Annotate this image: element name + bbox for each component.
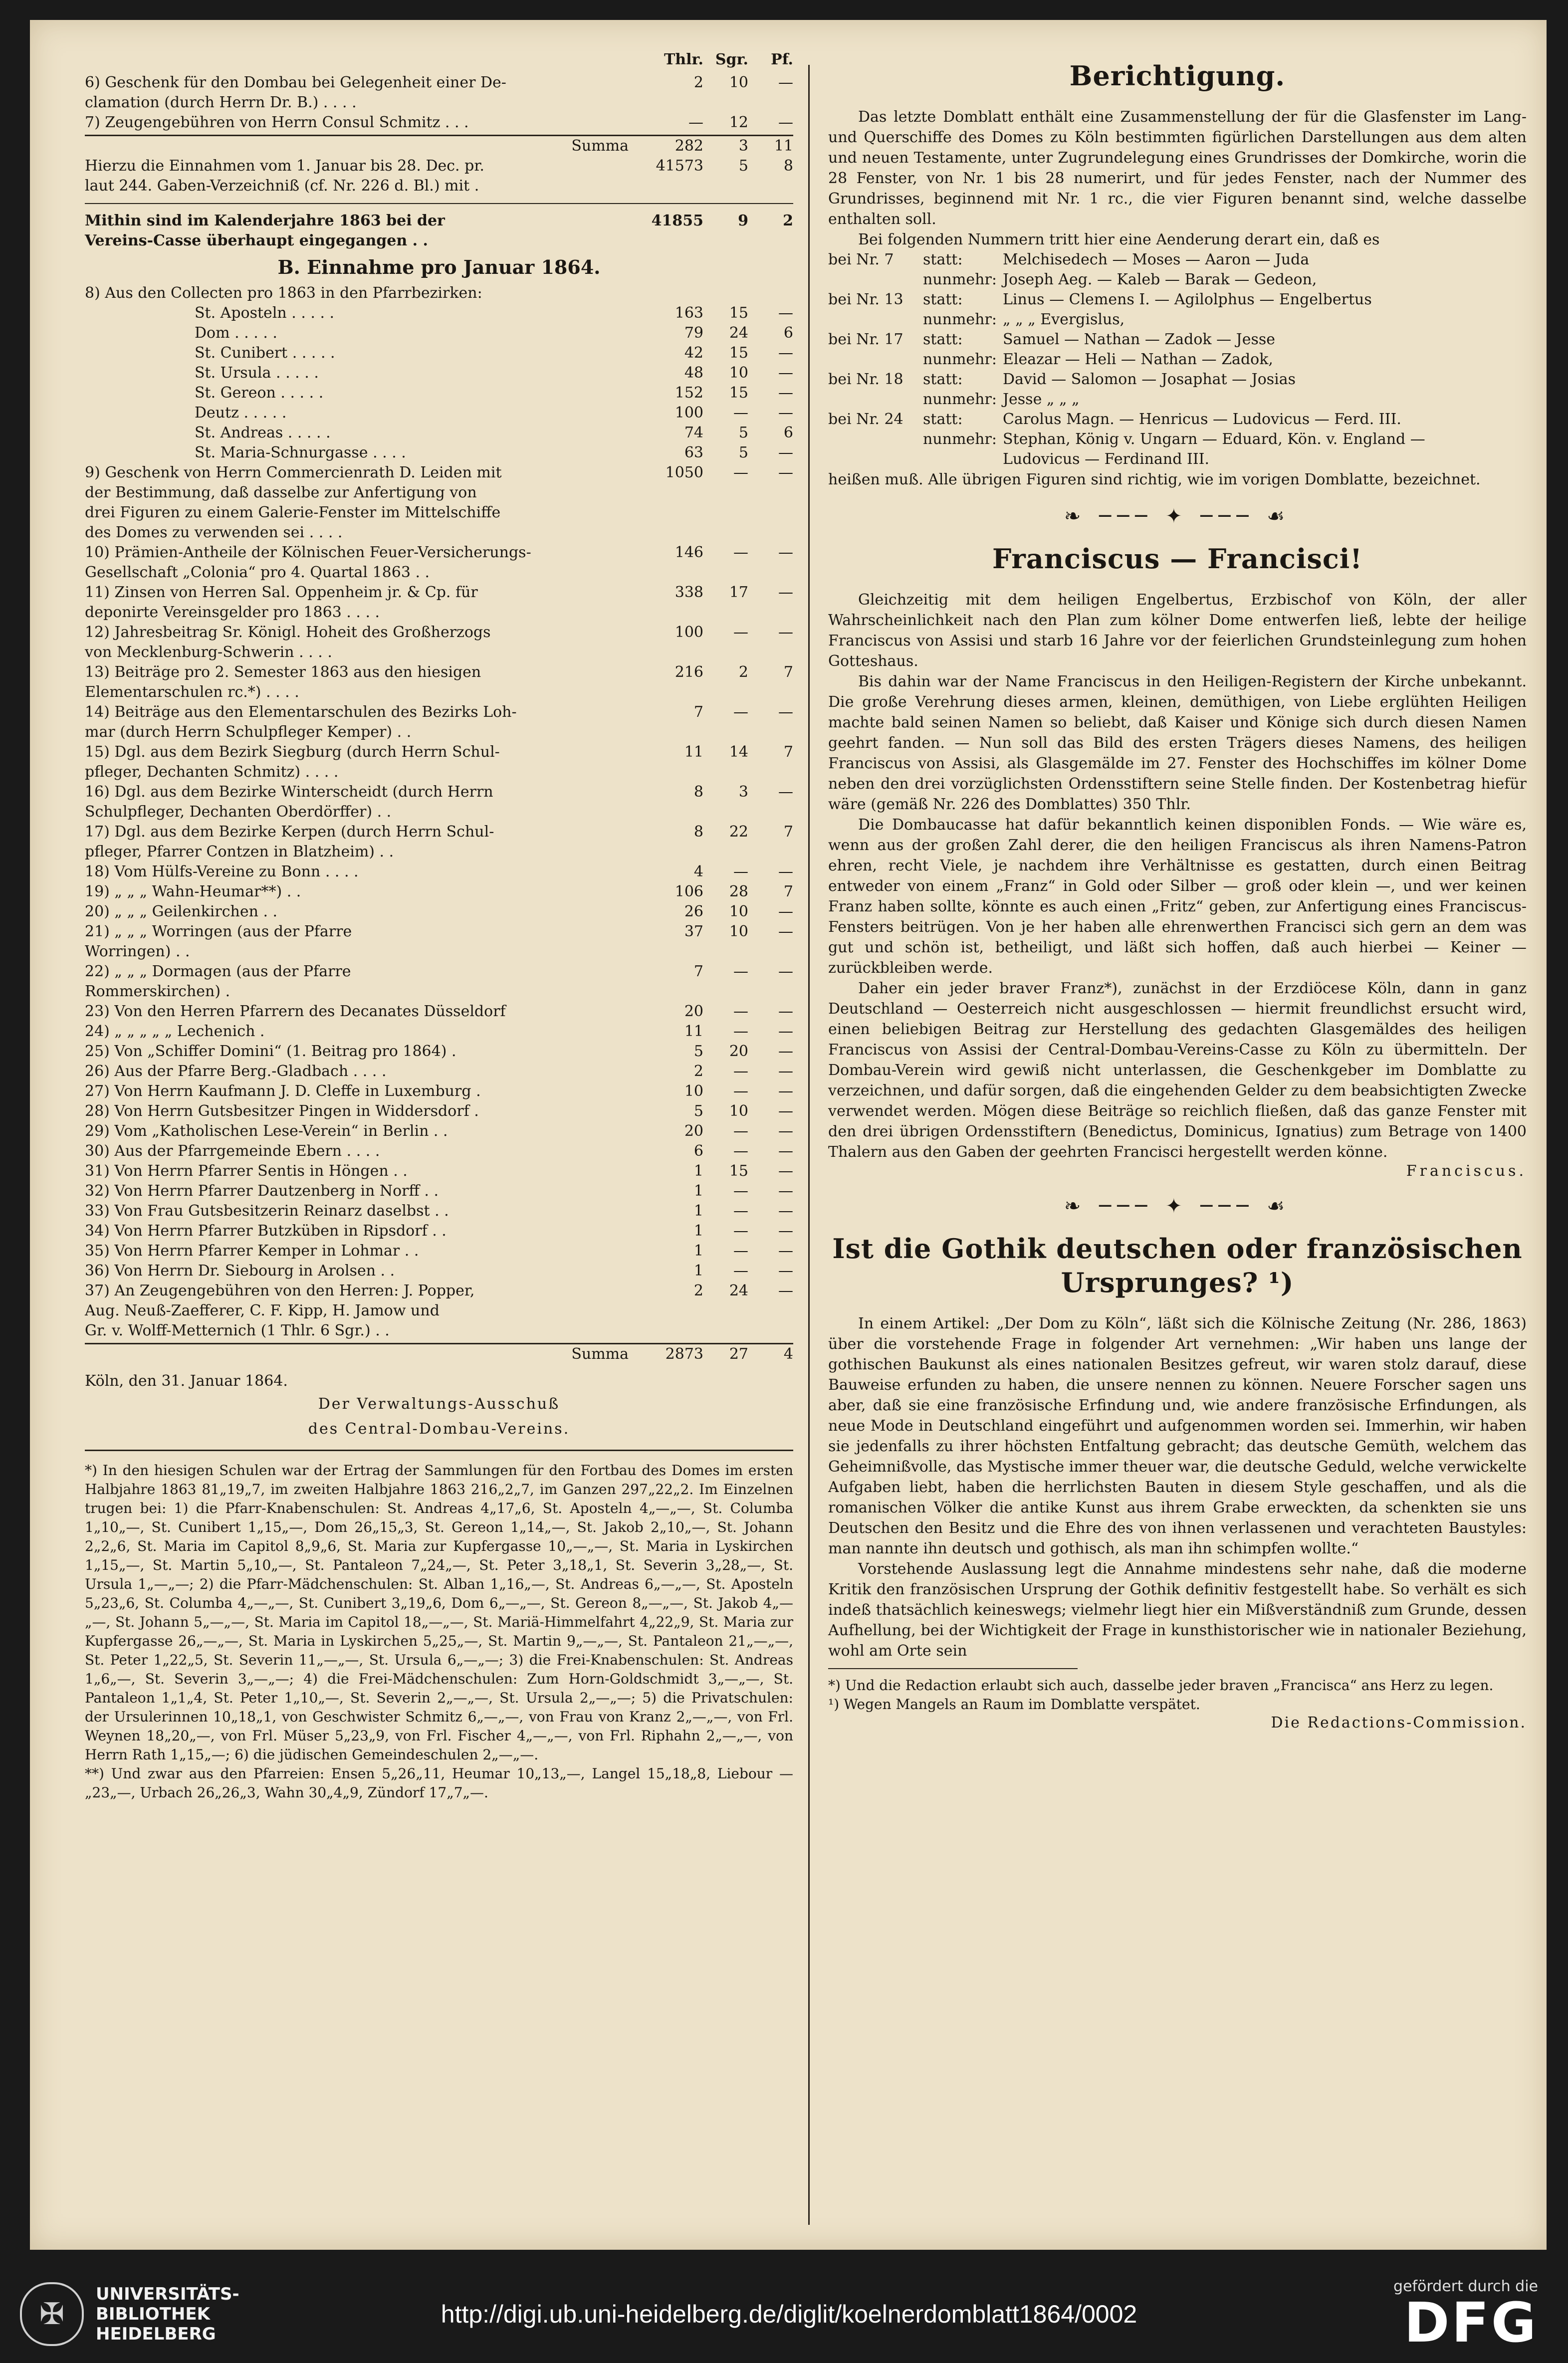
correction-kind: statt: <box>923 291 963 308</box>
ledger-row <box>85 882 793 902</box>
ledger-desc: 21) „ „ „ Worringen (aus der Pfarre Worringen) . . <box>85 923 352 960</box>
correction-val: Melchisedech — Moses — Aaron — Juda <box>1003 251 1310 268</box>
ledger-sgr: — <box>733 963 748 980</box>
ledger-desc: 14) Beiträge aus den Elementarschulen des Bezirks Loh- mar (durch Herrn Schulpfleger Kemper) . . <box>85 703 517 741</box>
library-logo[interactable] <box>20 2282 299 2346</box>
ledger-thaler: 4 <box>693 863 703 880</box>
ledger-row <box>85 922 793 962</box>
redaction-signature: Die Redactions-Commission. <box>1271 1714 1527 1731</box>
ledger-desc: 11) Zinsen von Herren Sal. Oppenheim jr. & Cp. für deponirte Vereinsgelder pro 1863 . . . . <box>85 584 478 621</box>
correction-val: „ „ „ Evergislus, <box>1003 311 1125 328</box>
ledger-pf: — <box>778 1182 793 1200</box>
ledger-row <box>85 463 793 543</box>
ledger-top-rows <box>85 73 793 133</box>
ledger-header <box>85 50 793 70</box>
dfg-logo[interactable] <box>1279 2278 1538 2355</box>
permalink-url[interactable]: http://digi.ub.uni-heidelberg.de/diglit/koelnerdomblatt1864/0002 <box>441 2300 1137 2328</box>
ledger-row <box>85 1141 793 1161</box>
ledger-thaler: 74 <box>684 424 703 441</box>
gothik-p2: Vorstehende Auslassung legt die Annahme mindestens sehr nahe, daß die moderne Kritik den französischen Ursprung der Gothik definitiv festgestellt habe. So verhält es sich indeß thatsächlich keineswegs; vielmehr liegt hier ein Mißverständniß zum Grunde, dessen Aufhellung, bei der Wichtigkeit der Frage in kunsthistorischer wie in nationaler Beziehung, wohl am Orte sein <box>828 1560 1527 1660</box>
ledger-sgr: — <box>733 863 748 880</box>
ledger-row <box>85 1042 793 1062</box>
ledger-row <box>85 323 793 343</box>
ledger-thaler: 42 <box>684 344 703 362</box>
correction-kind: statt: <box>923 371 963 388</box>
ledger-row <box>85 583 793 623</box>
ledger-row <box>85 862 793 882</box>
ledger-thaler: 26 <box>684 903 703 920</box>
correction-table <box>828 250 1527 469</box>
ledger-thaler: 2 <box>693 1063 703 1080</box>
correction-kind: statt: <box>923 411 963 428</box>
ledger-thaler: 163 <box>674 304 703 322</box>
correction-nr <box>828 430 923 449</box>
ledger-pf: — <box>778 1282 793 1299</box>
ledger-pf: — <box>778 1162 793 1180</box>
correction-val: Jesse „ „ „ <box>1003 391 1080 408</box>
ledger-sgr: — <box>733 1202 748 1220</box>
ledger-desc: St. Ursula . . . . . <box>195 364 319 382</box>
ledger-thaler: 100 <box>674 624 703 641</box>
section-b-title: B. Einnahme pro Januar 1864. <box>277 256 601 278</box>
correction-val: Samuel — Nathan — Zadok — Jesse <box>1003 331 1275 348</box>
ledger-desc: 8) Aus den Collecten pro 1863 in den Pfarrbezirken: <box>85 284 482 302</box>
header-pfennig: Pf. <box>771 51 793 68</box>
ledger-row <box>85 902 793 922</box>
ledger-desc: St. Maria-Schnurgasse . . . . <box>195 444 406 461</box>
correction-row <box>828 370 1527 390</box>
ledger-sgr: 20 <box>729 1043 748 1060</box>
left-footnote-1: *) In den hiesigen Schulen war der Ertrag der Sammlungen für den Fortbau des Domes im ersten Halbjahre 1863 81„19„7, im zweiten Halbjahre 1863 216„2„7, im Ganzen 297„22„2. Im Einzelnen trugen bei: 1) die Pfarr-Knabenschulen: St. Andreas 4„17„6, St. Aposteln 4„—„—, St. Columba 1„10„—, St. Cunibert 1„15„—, Dom 26„15„3, St. Gereon 1„14„—, St. Jakob 2„10„—, St. Johann 2„2„6, St. Maria im Capitol 8„9„6, St. Maria zur Kupfergasse 10„—„—, St. Maria in Lyskirchen 1„15„—, St. Martin 5„10„—, St. Pantaleon 7„24„—, St. Peter 3„18„1, St. Severin 3„28„—, St. Ursula 1„—„—; 2) die Pfarr-Mädchenschulen: St. Alban 1„16„—, St. Andreas 6„—„—, St. Aposteln 5„23„6, St. Columba 4„—„—, St. Cunibert 3„19„6, Dom 6„—„—, St. Gereon 8„—„—, St. Jakob 4„—„—, St. Johann 5„—„—, St. Maria im Capitol 18„—„—, St. Mariä-Himmelfahrt 4„22„9, St. Maria zur Kupfergasse 26„—„—, St. Maria in Lyskirchen 5„25„—, St. Martin 9„—„—, St. Pantaleon 21„—„—, St. Peter 1„22„5, St. Severin 11„—„—, St. Ursula 6„—„—; 3) die Frei-Knabenschulen: St. Andreas 1„6„—, St. Severin 3„—„—; 4) die Frei-Mädchenschulen: Zum Horn-Goldschmidt 3„—„—, St. Pantaleon 1„1„4, St. Peter 1„10„—, St. Severin 2„—„—, St. Ursula 2„—„—; 5) die Privatschulen: der Ursulerinnen 10„18„1, von Geschwister Schmitz 6„—„—, von Frau von Kranz 2„—„—, von Frl. Weynen 18„20„—, von Frl. Müser 5„23„9, von Frl. Fischer 4„—„—, von Frl. Riphahn 2„—„—, von Herrn Rath 1„15„—; 6) die jüdischen Gemeindeschulen 2„—„—. <box>85 1462 793 1763</box>
correction-val: David — Salomon — Josaphat — Josias <box>1003 371 1296 388</box>
right-column <box>828 50 1527 1731</box>
berichtigung-closing: heißen muß. Alle übrigen Figuren sind richtig, wie im vorigen Domblatte, bezeichnet. <box>828 471 1481 488</box>
ledger-sgr: — <box>733 703 748 721</box>
ledger-sgr: — <box>733 1242 748 1260</box>
franciscus-p4: Daher ein jeder braver Franz*), zunächst in der Erzdiöcese Köln, dann in ganz Deutschland — Oesterreich nicht ausgeschlossen — hiermit freundlichst ersucht wird, einen beliebigen Beitrag zur Herstellung des gedachten Glasgemäldes des heiligen Franciscus von Assisi der Central-Dombau-Vereins-Casse zu Köln zu übermitteln. Der Dombau-Verein wird gewiß nicht unterlassen, die Geschenkgeber im Domblatte zu verzeichnen, und dafür sorgen, daß die eingehenden Gelder zu dem beabsichtigten Zwecke verwendet werden. Mögen diese Beiträge so reichlich fließen, daß das ganze Fenster mit den drei übrigen Ordensstiftern (Benedictus, Dominicus, Ignatius) zum Betrage von 1400 Thalern aus den Gaben der geehrten Francisci hergestellt werden könne. <box>828 980 1527 1161</box>
ledger-thaler: 216 <box>674 663 703 681</box>
ledger-thaler: 5 <box>693 1102 703 1120</box>
ledger-thaler: 10 <box>684 1082 703 1100</box>
ledger-pf: — <box>778 963 793 980</box>
ledger-thaler: 11 <box>684 1023 703 1040</box>
franciscus-signature: Franciscus. <box>1406 1162 1527 1180</box>
ledger-pf: — <box>778 384 793 402</box>
left-column <box>85 50 793 1802</box>
ledger-row <box>85 782 793 822</box>
date-line: Köln, den 31. Januar 1864. <box>85 1372 288 1390</box>
correction-val: Stephan, König v. Ungarn — Eduard, Kön. v. England — <box>1003 430 1425 448</box>
ledger-sgr: — <box>733 464 748 481</box>
ledger-thaler: 2 <box>693 74 703 91</box>
viewer-footer <box>0 2265 1568 2363</box>
ledger-pf: — <box>778 923 793 940</box>
ledger-pf: — <box>778 464 793 481</box>
ledger-sgr: — <box>733 1262 748 1280</box>
ledger-row <box>85 623 793 662</box>
ledger-desc: St. Gereon . . . . . <box>195 384 324 402</box>
footnote-divider <box>85 1450 793 1451</box>
ledger-desc: 35) Von Herrn Pfarrer Kemper in Lohmar . . <box>85 1242 419 1260</box>
ledger-row <box>85 1241 793 1261</box>
ledger-row <box>85 113 793 133</box>
ledger-sgr: 3 <box>738 783 748 801</box>
correction-row <box>828 449 1527 469</box>
ledger-row <box>85 1022 793 1042</box>
ledger-row <box>85 1002 793 1022</box>
ledger-desc: 15) Dgl. aus dem Bezirk Siegburg (durch Herrn Schul- pfleger, Dechanten Schmitz) . . . . <box>85 743 500 781</box>
ledger-row <box>85 303 793 323</box>
ledger-thaler: 1 <box>693 1242 703 1260</box>
ledger-row <box>85 1281 793 1341</box>
ledger-thaler: 338 <box>674 584 703 601</box>
dfg-wordmark: DFG <box>1404 2291 1538 2355</box>
berichtigung-intro: Das letzte Domblatt enthält eine Zusammenstellung der für die Glasfenster im Lang- und Querschiffe des Domes zu Köln bestimmten figürlichen Darstellungen aus dem alten und neuen Testamente, unter Zugrundelegung eines Grundrisses der Domkirche, worin die 28 Fenster, von Nr. 1 bis 28 numerirt, und für jedes Fenster, nach der Nummer des Grundrisses, beginnend mit Nr. 1 rc., die vier Figuren benannt sind, welche dasselbe enthalten soll. <box>828 108 1527 228</box>
ledger-row <box>85 343 793 363</box>
correction-kind: statt: <box>923 251 963 268</box>
footnote-divider-right <box>828 1668 1078 1669</box>
correction-val: Ludovicus — Ferdinand III. <box>1003 450 1210 468</box>
ledger-pf: — <box>778 74 793 91</box>
correction-row <box>828 290 1527 310</box>
ledger-row <box>85 1261 793 1281</box>
ledger-row <box>85 543 793 583</box>
ledger-desc: 20) „ „ „ Geilenkirchen . . <box>85 903 278 920</box>
correction-nr <box>828 350 923 370</box>
ledger-desc: 33) Von Frau Gutsbesitzerin Reinarz daselbst . . <box>85 1202 449 1220</box>
correction-val: Eleazar — Heli — Nathan — Zadok, <box>1003 351 1273 368</box>
ledger-sgr: — <box>733 1003 748 1020</box>
ledger-thaler: 1 <box>693 1262 703 1280</box>
ledger-pf: — <box>778 903 793 920</box>
university-seal-icon: ✠ <box>20 2282 84 2346</box>
newspaper-page <box>30 20 1547 2250</box>
ledger-sgr: — <box>733 624 748 641</box>
ledger-thaler: 1 <box>693 1162 703 1180</box>
ledger-thaler: 7 <box>693 963 703 980</box>
ornament-divider-2: ❧ ─── ✦ ─── ☙ <box>1064 1195 1291 1218</box>
ledger-row <box>85 443 793 463</box>
ledger-pf: 7 <box>783 883 793 900</box>
ledger-row <box>85 1161 793 1181</box>
ledger-thaler: 37 <box>684 923 703 940</box>
ledger-desc: 23) Von den Herren Pfarrern des Decanates Düsseldorf <box>85 1003 506 1020</box>
ledger-sgr: 10 <box>729 923 748 940</box>
ledger-thaler: 2 <box>693 1282 703 1299</box>
ledger-pf: — <box>778 114 793 131</box>
ledger-thaler: 5 <box>693 1043 703 1060</box>
ledger-sgr: 17 <box>729 584 748 601</box>
ledger-pf: — <box>778 1142 793 1160</box>
ledger-row <box>85 822 793 862</box>
ledger-desc: 27) Von Herrn Kaufmann J. D. Cleffe in Luxemburg . <box>85 1082 481 1100</box>
correction-row <box>828 310 1527 330</box>
franciscus-title: Franciscus — Francisci! <box>992 543 1362 575</box>
ledger-sgr: 12 <box>729 114 748 131</box>
ledger-pf: — <box>778 584 793 601</box>
ledger-sgr: 24 <box>729 324 748 342</box>
ledger-thaler: 20 <box>684 1003 703 1020</box>
correction-nr <box>828 270 923 290</box>
ledger-desc: 22) „ „ „ Dormagen (aus der Pfarre Rommerskirchen) . <box>85 963 351 1000</box>
ledger-carry-row: Hierzu die Einnahmen vom 1. Januar bis 28. Dec. pr. laut 244. Gaben-Verzeichniß (cf. Nr. 226 d. Bl.) mit . 41573 5 8 <box>85 157 793 195</box>
ledger-row <box>85 1121 793 1141</box>
ledger-pf: — <box>778 1222 793 1240</box>
ledger-thaler: 146 <box>674 544 703 561</box>
berichtigung-title: Berichtigung. <box>1069 60 1286 92</box>
ledger-sgr: 2 <box>738 663 748 681</box>
ledger-pf: — <box>778 1043 793 1060</box>
right-footnote-2: ¹) Wegen Mangels an Raum im Domblatte verspätet. <box>828 1696 1200 1713</box>
ledger-row <box>85 702 793 742</box>
ledger-sgr: 28 <box>729 883 748 900</box>
ledger-pf: — <box>778 863 793 880</box>
ledger-pf: — <box>778 624 793 641</box>
ledger-pf: — <box>778 444 793 461</box>
ledger-pf: — <box>778 1242 793 1260</box>
ledger-desc: 25) Von „Schiffer Domini“ (1. Beitrag pro 1864) . <box>85 1043 456 1060</box>
gothik-title-2: Ursprunges? ¹) <box>1061 1267 1294 1298</box>
left-footnote-2: **) Und zwar aus den Pfarreien: Ensen 5„26„11, Heumar 10„13„—, Langel 15„18„8, Liebour —„23„—, Urbach 26„26„3, Wahn 30„4„9, Zündorf 17„7„—. <box>85 1765 793 1801</box>
correction-row <box>828 270 1527 290</box>
committee-line-2: des Central-Dombau-Vereins. <box>308 1420 570 1438</box>
ledger-pf: — <box>778 1023 793 1040</box>
ledger-desc: 24) „ „ „ „ „ Lechenich . <box>85 1023 265 1040</box>
ledger-sgr: 10 <box>729 1102 748 1120</box>
ledger-thaler: 152 <box>674 384 703 402</box>
correction-row <box>828 350 1527 370</box>
ledger-pf: — <box>778 1202 793 1220</box>
ledger-sgr: 15 <box>729 304 748 322</box>
ledger-desc: 6) Geschenk für den Dombau bei Gelegenheit einer De- clamation (durch Herrn Dr. B.) . . . . <box>85 74 506 111</box>
ledger-sgr: — <box>733 1222 748 1240</box>
ledger-row <box>85 962 793 1002</box>
ledger-rows <box>85 283 793 1341</box>
ledger-sgr: — <box>733 1182 748 1200</box>
ledger-row <box>85 423 793 443</box>
ledger-pf: — <box>778 783 793 801</box>
ledger-thaler: 20 <box>684 1122 703 1140</box>
correction-kind: nunmehr: <box>923 351 997 368</box>
ledger-sgr: 10 <box>729 903 748 920</box>
franciscus-p1: Gleichzeitig mit dem heiligen Engelbertus, Erzbischof von Köln, der aller Wahrscheinlichkeit nach den Plan zum kölner Dome entwerfen ließ, lebte der heilige Franciscus von Assisi und starb 16 Jahre vor der feierlichen Grundsteinlegung zum hohen Gotteshaus. <box>828 591 1527 670</box>
ledger-row <box>85 1221 793 1241</box>
ledger-pf: — <box>778 1122 793 1140</box>
ledger-pf: — <box>778 364 793 382</box>
funded-by-label: gefördert durch die <box>1393 2278 1538 2295</box>
ledger-sgr: 5 <box>738 444 748 461</box>
franciscus-p3: Die Dombaucasse hat dafür bekanntlich keinen disponiblen Fonds. — Wie wäre es, wenn aus der großen Zahl derer, die den heiligen Franciscus als ihren Namens-Patron ehren, recht Viele, je nachdem ihre Verhältnisse es gestatten, durch einen Beitrag entweder von einem „Franz“ in Gold oder Silber — groß oder klein —, und wer keinen Franz haben sollte, könnte es auch einen „Fritz“ geben, zur Anfertigung eines Franciscus-Fensters beitrügen. Von je her haben alle ehrenwerthen Francisci sich gern an dem was gut und schön ist, betheiligt, und läßt sich hoffen, daß auch hierbei — Keiner — zurückbleiben werde. <box>828 816 1527 977</box>
ledger-thaler: 6 <box>693 1142 703 1160</box>
correction-row <box>828 330 1527 350</box>
ledger-thaler: 1050 <box>665 464 703 481</box>
ledger-pf: — <box>778 304 793 322</box>
ledger-row <box>85 73 793 113</box>
divider <box>85 203 793 204</box>
ledger-row <box>85 1081 793 1101</box>
ledger-row <box>85 403 793 423</box>
ledger-thaler: 8 <box>693 783 703 801</box>
ledger-desc: 31) Von Herrn Pfarrer Sentis in Höngen . . <box>85 1162 408 1180</box>
ledger-thaler: 8 <box>693 823 703 841</box>
ledger-thaler: — <box>688 114 703 131</box>
ledger-sgr: — <box>733 1082 748 1100</box>
ledger-pf: — <box>778 1262 793 1280</box>
ledger-sgr: 10 <box>729 364 748 382</box>
correction-row <box>828 410 1527 430</box>
header-thaler: Thlr. <box>664 51 703 68</box>
ledger-desc: 9) Geschenk von Herrn Commercienrath D. Leiden mit der Bestimmung, daß dasselbe zur Anfertigung von drei Figuren zu einem Galerie-Fenster im Mittelschiffe des Domes zu verwenden sei . . . . <box>85 464 502 541</box>
correction-kind: nunmehr: <box>923 271 997 288</box>
ledger-sgr: — <box>733 1063 748 1080</box>
berichtigung-lead: Bei folgenden Nummern tritt hier eine Aenderung derart ein, daß es <box>858 231 1380 248</box>
ledger-pf: — <box>778 703 793 721</box>
correction-kind: nunmehr: <box>923 311 997 328</box>
ledger-desc: 12) Jahresbeitrag Sr. Königl. Hoheit des Großherzogs von Mecklenburg-Schwerin . . . . <box>85 624 491 661</box>
correction-row <box>828 250 1527 270</box>
ledger-pf: — <box>778 1063 793 1080</box>
correction-kind <box>923 449 1003 469</box>
committee-line-1: Der Verwaltungs-Ausschuß <box>318 1395 560 1413</box>
ledger-thaler: 11 <box>684 743 703 761</box>
ledger-thaler: 100 <box>674 404 703 422</box>
ledger-desc: 18) Vom Hülfs-Vereine zu Bonn . . . . <box>85 863 359 880</box>
ledger-row <box>85 1181 793 1201</box>
ledger-desc: 37) An Zeugengebühren von den Herren: J. Popper, Aug. Neuß-Zaefferer, C. F. Kipp, H. Jamow und Gr. v. Wolff-Metternich (1 Thlr. 6 Sgr.) . . <box>85 1282 475 1339</box>
ledger-year-total: Mithin sind im Kalenderjahre 1863 bei der Vereins-Casse überhaupt eingegangen . . 41855 9 2 <box>85 212 793 249</box>
correction-val: Carolus Magn. — Henricus — Ludovicus — Ferd. III. <box>1003 411 1401 428</box>
ledger-sgr: — <box>733 544 748 561</box>
header-silbergroschen: Sgr. <box>715 51 748 68</box>
ledger-pf: — <box>778 344 793 362</box>
ledger-thaler: 63 <box>684 444 703 461</box>
ledger-desc: 29) Vom „Katholischen Lese-Verein“ in Berlin . . <box>85 1122 448 1140</box>
correction-nr <box>828 449 923 469</box>
ledger-desc: 36) Von Herrn Dr. Siebourg in Arolsen . . <box>85 1262 395 1280</box>
ledger-desc: St. Cunibert . . . . . <box>195 344 335 362</box>
ledger-sgr: — <box>733 1023 748 1040</box>
ledger-row <box>85 1062 793 1081</box>
correction-nr: bei Nr. 24 <box>828 411 903 428</box>
right-footnote-1: *) Und die Redaction erlaubt sich auch, dasselbe jeder braven „Francisca“ ans Herz zu legen. <box>828 1677 1494 1694</box>
ledger-desc: Dom . . . . . <box>195 324 277 342</box>
gothik-p1: In einem Artikel: „Der Dom zu Köln“, läßt sich die Kölnische Zeitung (Nr. 286, 1863) über die vorstehende Frage in folgender Art vernehmen: „Wir haben uns lange der gothischen Baukunst als eines nationalen Besitzes gefreut, wir waren stolz darauf, diese Bauweise erfunden zu haben, die unsere nennen zu können. Neuere Forscher sagen uns aber, daß sie eine französische Erfindung und, wie andere französische Erfindungen, als neue Mode in Deutschland eingeführt und aufgenommen worden sei. Immerhin, wir haben sie jedenfalls zu ihrer höchsten Entfaltung gebracht; das deutsche Gemüth, welchem das Geheimnißvolle, das Mystische immer theuer war, die deutsche Geduld, welche verwickelte Aufgaben liebt, haben die herrlichsten Bauten in diesem Style geschaffen, und als die romanischen Völker die antike Kunst aus ihrem Grabe erweckten, da schenkten sie uns Deutschen den Besitz und die Ehre des von ihnen verlassenen und verachteten Baustyles: man nannte ihn deutsch und gothisch, als man ihn schimpfen wollte.“ <box>828 1315 1527 1557</box>
ledger-desc: 30) Aus der Pfarrgemeinde Ebern . . . . <box>85 1142 380 1160</box>
ornament-divider: ❧ ─── ✦ ─── ☙ <box>1064 505 1291 528</box>
ledger-sgr: 14 <box>729 743 748 761</box>
column-divider <box>808 65 810 2225</box>
ledger-desc: 7) Zeugengebühren von Herrn Consul Schmitz . . . <box>85 114 469 131</box>
ledger-row <box>85 662 793 702</box>
ledger-row <box>85 1201 793 1221</box>
ledger-thaler: 48 <box>684 364 703 382</box>
correction-nr: bei Nr. 17 <box>828 331 903 348</box>
ledger-row <box>85 742 793 782</box>
ledger-sgr: — <box>733 1142 748 1160</box>
ledger-desc: 26) Aus der Pfarre Berg.-Gladbach . . . . <box>85 1063 387 1080</box>
correction-kind: statt: <box>923 331 963 348</box>
ledger-pf: — <box>778 1003 793 1020</box>
ledger-pf: 6 <box>783 424 793 441</box>
ledger-desc: Deutz . . . . . <box>195 404 287 422</box>
ledger-row <box>85 1101 793 1121</box>
ledger-thaler: 7 <box>693 703 703 721</box>
ledger-desc: 16) Dgl. aus dem Bezirke Winterscheidt (durch Herrn Schulpfleger, Dechanten Oberdörffer) . . <box>85 783 493 821</box>
correction-kind: nunmehr: <box>923 391 997 408</box>
ledger-pf: 7 <box>783 743 793 761</box>
correction-row <box>828 390 1527 410</box>
ledger-desc: 32) Von Herrn Pfarrer Dautzenberg in Norff . . <box>85 1182 439 1200</box>
ledger-pf: — <box>778 1102 793 1120</box>
ledger-desc: 19) „ „ „ Wahn-Heumar**) . . <box>85 883 301 900</box>
ledger-sgr: 15 <box>729 384 748 402</box>
ledger-desc: 10) Prämien-Antheile der Kölnischen Feuer-Versicherungs- Gesellschaft „Colonia“ pro 4. Quartal 1863 . . <box>85 544 531 581</box>
ledger-thaler: 1 <box>693 1202 703 1220</box>
ledger-pf: 7 <box>783 823 793 841</box>
ledger-sgr: 22 <box>729 823 748 841</box>
ledger-desc: 28) Von Herrn Gutsbesitzer Pingen in Widdersdorf . <box>85 1102 479 1120</box>
ledger-sgr: 5 <box>738 424 748 441</box>
ledger-thaler: 1 <box>693 1182 703 1200</box>
ledger-row <box>85 383 793 403</box>
ledger-sgr: 15 <box>729 344 748 362</box>
correction-val: Linus — Clemens I. — Agilolphus — Engelbertus <box>1003 291 1372 308</box>
ledger-sgr: 15 <box>729 1162 748 1180</box>
correction-nr <box>828 310 923 330</box>
correction-kind: nunmehr: <box>923 430 997 448</box>
ledger-pf: 6 <box>783 324 793 342</box>
ledger-thaler: 79 <box>684 324 703 342</box>
ledger-row <box>85 363 793 383</box>
correction-nr: bei Nr. 18 <box>828 371 903 388</box>
ledger-summa-2: Summa 2873 27 4 <box>85 1343 793 1364</box>
correction-val: Joseph Aeg. — Kaleb — Barak — Gedeon, <box>1003 271 1317 288</box>
ledger-row <box>85 283 793 303</box>
ledger-sgr: 10 <box>729 74 748 91</box>
correction-nr: bei Nr. 7 <box>828 251 894 268</box>
ledger-sgr: 24 <box>729 1282 748 1299</box>
ledger-sgr: — <box>733 1122 748 1140</box>
ledger-desc: 13) Beiträge pro 2. Semester 1863 aus den hiesigen Elementarschulen rc.*) . . . . <box>85 663 481 701</box>
correction-row <box>828 430 1527 449</box>
correction-nr <box>828 390 923 410</box>
ledger-pf: — <box>778 404 793 422</box>
ledger-pf: 7 <box>783 663 793 681</box>
correction-nr: bei Nr. 13 <box>828 291 903 308</box>
ledger-desc: 17) Dgl. aus dem Bezirke Kerpen (durch Herrn Schul- pfleger, Pfarrer Contzen in Blatzheim) . . <box>85 823 494 860</box>
library-name: UNIVERSITÄTS- BIBLIOTHEK HEIDELBERG <box>96 2284 239 2344</box>
gothik-title-1: Ist die Gothik deutschen oder französischen <box>832 1233 1523 1265</box>
ledger-desc: St. Aposteln . . . . . <box>195 304 335 322</box>
franciscus-p2: Bis dahin war der Name Franciscus in den Heiligen-Registern der Kirche unbekannt. Die große Verehrung dieses armen, kleinen, demüthigen, von Liebe erglühten Heiligen machte bald seinen Namen so beliebt, daß Kaiser und Könige sich durch diesen Namen geehrt fanden. — Nun soll das Bild des ersten Trägers dieses Namens, des heiligen Franciscus von Assisi, als Glasgemälde im 27. Fenster des Hochschiffes im kölner Dome neben den drei vorzüglichsten Ordensstiftern seine Stelle finden. Der Kostenbetrag hiefür wäre (gemäß Nr. 226 des Domblattes) 350 Thlr. <box>828 673 1527 813</box>
ledger-desc: St. Andreas . . . . . <box>195 424 331 441</box>
ledger-summa-1: Summa 282 3 11 <box>85 135 793 156</box>
ledger-sgr: — <box>733 404 748 422</box>
ledger-thaler: 1 <box>693 1222 703 1240</box>
ledger-pf: — <box>778 544 793 561</box>
ledger-pf: — <box>778 1082 793 1100</box>
ledger-desc: 34) Von Herrn Pfarrer Butzküben in Ripsdorf . . <box>85 1222 447 1240</box>
ledger-thaler: 106 <box>674 883 703 900</box>
